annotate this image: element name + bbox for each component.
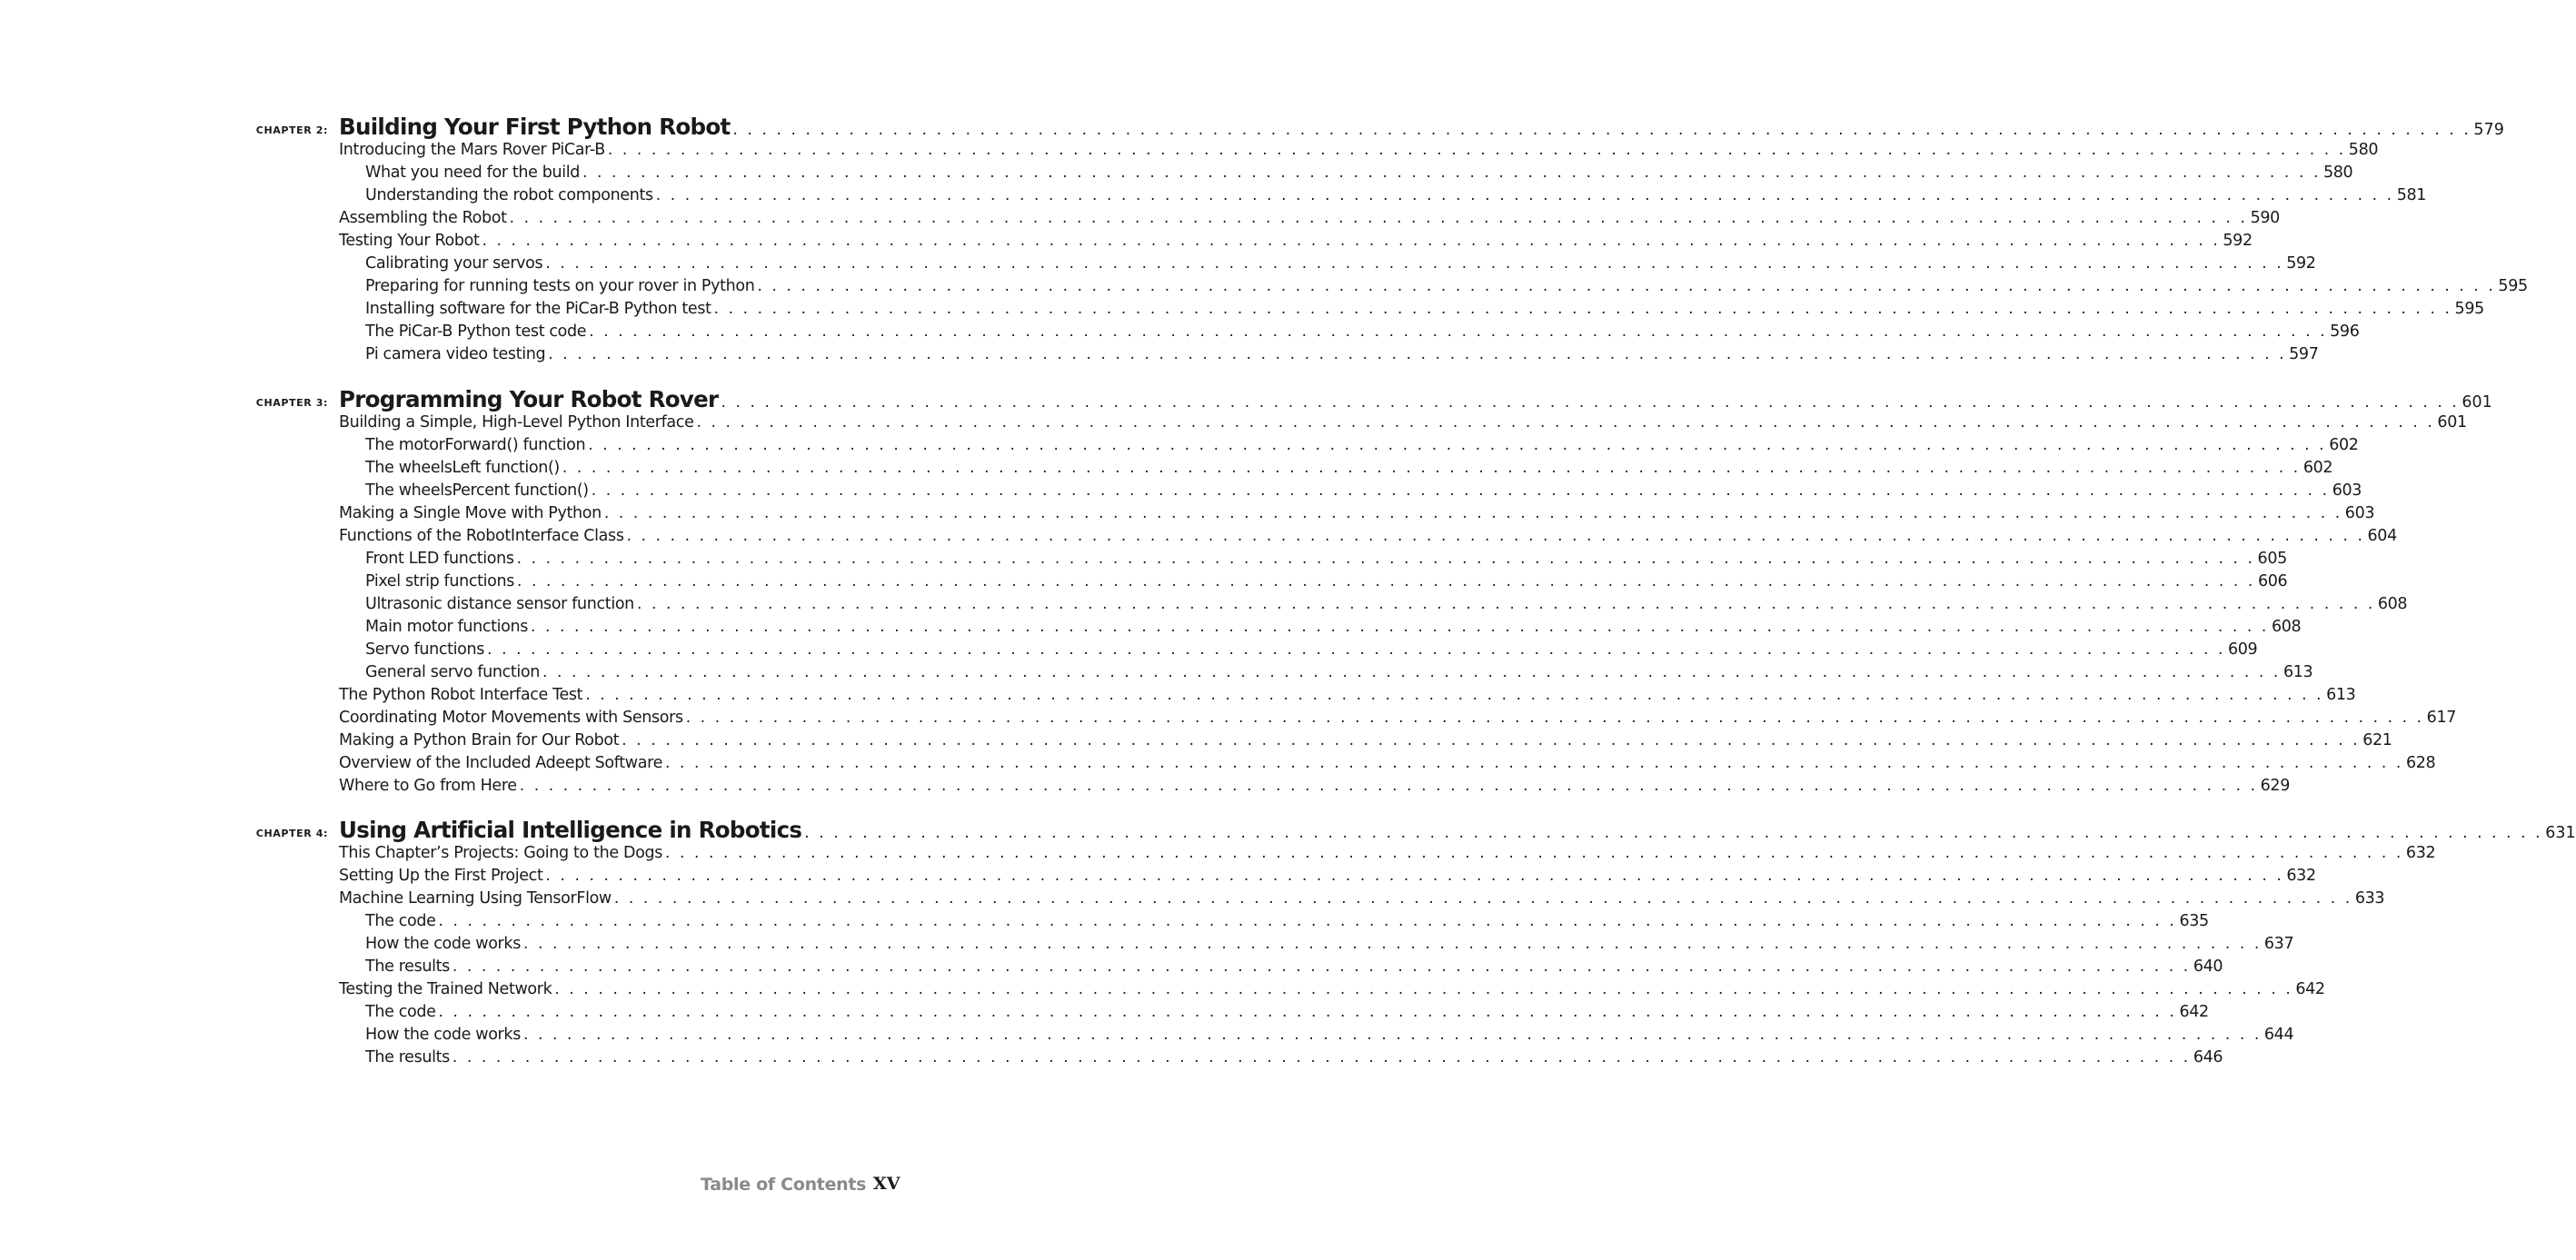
toc-section-entry[interactable] xyxy=(339,209,2280,232)
entry-title: Making a Python Brain for Our Robot xyxy=(339,731,620,749)
dot-leader: . . . . . . . . . . . . . . . . . . . . . . . . . . . . . . . . . . . . . . . . . . . . . . . . . . . . . . . . . . . . . . . . . . . . . . . . . . . . . . . . . . . . . . . . . . . . . . . . . . . . . . . . . . . . . . . . . . . . . . . . xyxy=(613,889,2352,908)
toc-subsection-entry[interactable] xyxy=(365,277,2528,300)
toc-subsection-entry[interactable] xyxy=(365,481,2362,504)
toc-section-entry[interactable] xyxy=(339,413,2467,436)
chapter-title: Programming Your Robot Rover xyxy=(339,386,719,412)
entry-title: The results xyxy=(365,957,450,976)
entry-title: The PiCar-B Python test code xyxy=(365,322,587,341)
entry-title: The wheelsPercent function() xyxy=(365,481,589,500)
chapter-title-line xyxy=(339,114,2504,140)
dot-leader: . . . . . . . . . . . . . . . . . . . . . . . . . . . . . . . . . . . . . . . . . . . . . . . . . . . . . . . . . . . . . . . . . . . . . . . . . . . . . . . . . . . . . . . . . . . . . . . . . . . . . . . . . . . . . . . . . . . . . . . . xyxy=(603,504,2342,522)
toc-section-entry[interactable] xyxy=(339,731,2392,754)
entry-title: Preparing for running tests on your rover in Python xyxy=(365,277,755,295)
dot-leader: . . . . . . . . . . . . . . . . . . . . . . . . . . . . . . . . . . . . . . . . . . . . . . . . . . . . . . . . . . . . . . . . . . . . . . . . . . . . . . . . . . . . . . . . . . . . . . . . . . . . . . . . . . . . . . . . . . . . . . . . xyxy=(482,232,2221,250)
entry-title: Building a Simple, High-Level Python Interface xyxy=(339,413,694,432)
entry-page-number: 603 xyxy=(2344,504,2375,522)
dot-leader: . . . . . . . . . . . . . . . . . . . . . . . . . . . . . . . . . . . . . . . . . . . . . . . . . . . . . . . . . . . . . . . . . . . . . . . . . . . . . . . . . . . . . . . . . . . . . . . . . . . . . . . . . . . . . . . . . . . . . . . . xyxy=(487,640,2225,659)
entry-page-number: 595 xyxy=(2498,277,2528,295)
dot-leader: . . . . . . . . . . . . . . . . . . . . . . . . . . . . . . . . . . . . . . . . . . . . . . . . . . . . . . . . . . . . . . . . . . . . . . . . . . . . . . . . . . . . . . . . . . . . . . . . . . . . . . . . . . . . . . . . . . . . . . . . xyxy=(588,436,2327,454)
entry-page-number: 608 xyxy=(2377,595,2408,613)
toc-section-entry[interactable] xyxy=(339,867,2316,889)
toc-section-entry[interactable] xyxy=(339,709,2457,731)
toc-subsection-entry[interactable] xyxy=(365,300,2484,322)
dot-leader: . . . . . . . . . . . . . . . . . . . . . . . . . . . . . . . . . . . . . . . . . . . . . . . . . . . . . . . . . . . . . . . . . . . . . . . . . . . . . . . . . . . . . . . . . . . . . . . . . . . . . . . . . . . . . . . . . . . . . . . . xyxy=(519,777,2258,795)
entry-title: Machine Learning Using TensorFlow xyxy=(339,889,612,908)
toc-subsection-entry[interactable] xyxy=(365,254,2316,277)
toc-subsection-entry[interactable] xyxy=(365,572,2288,595)
entry-title: The Python Robot Interface Test xyxy=(339,686,583,704)
toc-section-entry[interactable] xyxy=(339,527,2397,550)
chapter-label: CHAPTER 2: xyxy=(255,124,328,136)
entry-page-number: 602 xyxy=(2302,459,2333,477)
entry-page-number: 633 xyxy=(2354,889,2385,908)
dot-leader: . . . . . . . . . . . . . . . . . . . . . . . . . . . . . . . . . . . . . . . . . . . . . . . . . . . . . . . . . . . . . . . . . . . . . . . . . . . . . . . . . . . . . . . . . . . . . . . . . . . . . . . . . . . . . . . . . . . . . . . . xyxy=(516,550,2255,568)
entry-page-number: 580 xyxy=(2348,141,2379,159)
entry-title: Functions of the RobotInterface Class xyxy=(339,527,624,545)
dot-leader: . . . . . . . . . . . . . . . . . . . . . . . . . . . . . . . . . . . . . . . . . . . . . . . . . . . . . . . . . . . . . . . . . . . . . . . . . . . . . . . . . . . . . . . . . . . . . . . . . . . . . . . . . . . . . . . . . . . . . . . . xyxy=(665,844,2403,862)
toc-section-entry[interactable] xyxy=(339,504,2375,527)
chapter-heading[interactable] xyxy=(0,812,2576,843)
toc-subsection-entry[interactable] xyxy=(365,436,2359,459)
entry-title: The motorForward() function xyxy=(365,436,586,454)
chapter-heading[interactable] xyxy=(0,382,2492,412)
chapter-heading[interactable] xyxy=(0,109,2504,140)
entry-page-number: 608 xyxy=(2271,618,2302,636)
dot-leader: . . . . . . . . . . . . . . . . . . . . . . . . . . . . . . . . . . . . . . . . . . . . . . . . . . . . . . . . . . . . . . . . . . . . . . . . . . . . . . . . . . . . . . . . . . . . . . . . . . . . . . . . . . . . . . . . . . . . . . . . xyxy=(522,1026,2262,1044)
toc-subsection-entry[interactable] xyxy=(365,935,2294,957)
entry-page-number: 606 xyxy=(2257,572,2288,590)
entry-title: How the code works xyxy=(365,935,521,953)
toc-section-entry[interactable] xyxy=(339,232,2253,254)
toc-section-entry[interactable] xyxy=(339,889,2385,912)
entry-title: Introducing the Mars Rover PiCar-B xyxy=(339,141,605,159)
toc-section-entry[interactable] xyxy=(339,777,2290,799)
entry-title: Overview of the Included Adeept Software xyxy=(339,754,663,772)
dot-leader: . . . . . . . . . . . . . . . . . . . . . . . . . . . . . . . . . . . . . . . . . . . . . . . . . . . . . . . . . . . . . . . . . . . . . . . . . . . . . . . . . . . . . . . . . . . . . . . . . . . . . . . . . . . . . . . . . . . . . . . . xyxy=(589,322,2328,341)
dot-leader: . . . . . . . . . . . . . . . . . . . . . . . . . . . . . . . . . . . . . . . . . . . . . . . . . . . . . . . . . . . . . . . . . . . . . . . . . . . . . . . . . . . . . . . . . . . . . . . . . . . . . . . . . . . . . . . . . . . . . . . . xyxy=(517,572,2255,590)
entry-title: The wheelsLeft function() xyxy=(365,459,560,477)
dot-leader: . . . . . . . . . . . . . . . . . . . . . . . . . . . . . . . . . . . . . . . . . . . . . . . . . . . . . . . . . . . . . . . . . . . . . . . . . . . . . . . . . . . . . . . . . . . . . . . . . . . . . . . . . . . . . . . . . . . . . . . . xyxy=(655,186,2394,204)
entry-page-number: 640 xyxy=(2193,957,2223,976)
dot-leader: . . . . . . . . . . . . . . . . . . . . . . . . . . . . . . . . . . . . . . . . . . . . . . . . . . . . . . . . . . . . . . . . . . . . . . . . . . . . . . . . . . . . . . . . . . . . . . . . . . . . . . . . . . . . . . . . . . . . . . . . xyxy=(622,731,2361,749)
entry-page-number: 597 xyxy=(2289,345,2319,363)
entry-page-number: 602 xyxy=(2329,436,2359,454)
entry-title: This Chapter’s Projects: Going to the Dogs xyxy=(339,844,662,862)
dot-leader: . . . . . . . . . . . . . . . . . . . . . . . . . . . . . . . . . . . . . . . . . . . . . . . . . . . . . . . . . . . . . . . . . . . . . . . . . . . . . . . . . . . . . . . . . . . . . . . . . . . . . . . . . . . . . . . . . . . . . . . . xyxy=(548,345,2287,363)
chapter-title: Building Your First Python Robot xyxy=(339,114,731,140)
entry-page-number: 644 xyxy=(2263,1026,2294,1044)
dot-leader: . . . . . . . . . . . . . . . . . . . . . . . . . . . . . . . . . . . . . . . . . . . . . . . . . . . . . . . . . . . . . . . . . . . . . . . . . . . . . . . . . . . . . . . . . . . . . . . . . . . . . . . . . . . . . . . . . . . . . . . . xyxy=(591,481,2330,500)
entry-page-number: 590 xyxy=(2250,209,2280,227)
entry-page-number: 592 xyxy=(2286,254,2316,273)
toc-subsection-entry[interactable] xyxy=(365,957,2223,980)
toc-subsection-entry[interactable] xyxy=(365,550,2287,572)
entry-page-number: 635 xyxy=(2179,912,2209,930)
entry-page-number: 629 xyxy=(2260,777,2290,795)
chapter-title-line xyxy=(339,817,2576,843)
dot-leader: . . . . . . . . . . . . . . . . . . . . . . . . . . . . . . . . . . . . . . . . . . . . . . . . . . . . . . . . . . . . . . . . . . . . . . . . . . . . . . . . . . . . . . . . . . . . . . . . . . . . . . . . . . . . . . . . . . . . . . . . xyxy=(685,709,2424,727)
toc-section-entry[interactable] xyxy=(339,754,2436,777)
entry-page-number: 613 xyxy=(2326,686,2356,704)
toc-subsection-entry[interactable] xyxy=(365,663,2313,686)
dot-leader: . . . . . . . . . . . . . . . . . . . . . . . . . . . . . . . . . . . . . . . . . . . . . . . . . . . . . . . . . . . . . . . . . . . . . . . . . . . . . . . . . . . . . . . . . . . . . . . . . . . . . . . . . . . . . . . . . . . . . . . . xyxy=(757,277,2496,295)
chapter-page-number: 579 xyxy=(2473,121,2504,139)
entry-title: Setting Up the First Project xyxy=(339,867,543,885)
dot-leader: . . . . . . . . . . . . . . . . . . . . . . . . . . . . . . . . . . . . . . . . . . . . . . . . . . . . . . . . . . . . . . . . . . . . . . . . . . . . . . . . . . . . . . . . . . . . . . . . . . . . . . . . . . . . . . . . . . . . . . . . xyxy=(585,686,2324,704)
chapter-title: Using Artificial Intelligence in Robotics xyxy=(339,817,802,843)
dot-leader: . . . . . . . . . . . . . . . . . . . . . . . . . . . . . . . . . . . . . . . . . . . . . . . . . . . . . . . . . . . . . . . . . . . . . . . . . . . . . . . . . . . . . . . . . . . . . . . . . . . . . . . . . . . . . . . . . . . . . . . . xyxy=(452,957,2191,976)
dot-leader: . . . . . . . . . . . . . . . . . . . . . . . . . . . . . . . . . . . . . . . . . . . . . . . . . . . . . . . . . . . . . . . . . . . . . . . . . . . . . . . . . . . . . . . . . . . . . . . . . . . . . . . . . . . . . . . . . . . . . . . . xyxy=(696,413,2435,432)
chapter-page-number: 601 xyxy=(2462,393,2492,412)
entry-page-number: 605 xyxy=(2257,550,2287,568)
toc-subsection-entry[interactable] xyxy=(365,1026,2294,1048)
dot-leader: . . . . . . . . . . . . . . . . . . . . . . . . . . . . . . . . . . . . . . . . . . . . . . . . . . . . . . . . . . . . . . . . . . . . . . . . . . . . . . . . . . . . . . . . . . . . . . . . . . . . . . . . . . . . . . . . . . . . . . . . xyxy=(665,754,2403,772)
dot-leader: . . . . . . . . . . . . . . . . . . . . . . . . . . . . . . . . . . . . . . . . . . . . . . . . . . . . . . . . . . . . . . . . . . . . . . . . . . . . . . . . . . . . . . . . . . . . . . . . . . . . . . . . . . . . . . . . . . . . . . . . xyxy=(438,1003,2177,1021)
toc-subsection-entry[interactable] xyxy=(365,322,2360,345)
entry-page-number: 580 xyxy=(2322,164,2353,182)
entry-page-number: 595 xyxy=(2454,300,2484,318)
toc-subsection-entry[interactable] xyxy=(365,912,2209,935)
entry-page-number: 621 xyxy=(2362,731,2392,749)
toc-section-entry[interactable] xyxy=(339,844,2436,867)
toc-subsection-entry[interactable] xyxy=(365,459,2333,481)
entry-title: Testing the Trained Network xyxy=(339,980,552,998)
entry-title: Coordinating Motor Movements with Sensors xyxy=(339,709,683,727)
dot-leader: . . . . . . . . . . . . . . . . . . . . . . . . . . . . . . . . . . . . . . . . . . . . . . . . . . . . . . . . . . . . . . . . . . . . . . . . . . . . . . . . . . . . . . . . . . . . . . . . . . . . . . . . . . . . . . . . . . . . . . . . xyxy=(804,824,2543,842)
entry-title: Installing software for the PiCar-B Python test xyxy=(365,300,711,318)
entry-page-number: 603 xyxy=(2332,481,2362,500)
toc-subsection-entry[interactable] xyxy=(365,1048,2223,1071)
toc-section-entry[interactable] xyxy=(339,141,2379,164)
entry-title: General servo function xyxy=(365,663,541,681)
toc-subsection-entry[interactable] xyxy=(365,186,2427,209)
entry-page-number: 628 xyxy=(2405,754,2436,772)
dot-leader: . . . . . . . . . . . . . . . . . . . . . . . . . . . . . . . . . . . . . . . . . . . . . . . . . . . . . . . . . . . . . . . . . . . . . . . . . . . . . . . . . . . . . . . . . . . . . . . . . . . . . . . . . . . . . . . . . . . . . . . . xyxy=(509,209,2248,227)
toc-subsection-entry[interactable] xyxy=(365,640,2258,663)
chapter-page-number: 631 xyxy=(2545,824,2576,842)
entry-page-number: 613 xyxy=(2283,663,2313,681)
entry-page-number: 592 xyxy=(2223,232,2253,250)
entry-title: The code xyxy=(365,1003,436,1021)
entry-page-number: 637 xyxy=(2263,935,2294,953)
entry-page-number: 642 xyxy=(2295,980,2325,998)
dot-leader: . . . . . . . . . . . . . . . . . . . . . . . . . . . . . . . . . . . . . . . . . . . . . . . . . . . . . . . . . . . . . . . . . . . . . . . . . . . . . . . . . . . . . . . . . . . . . . . . . . . . . . . . . . . . . . . . . . . . . . . . xyxy=(545,867,2284,885)
entry-page-number: 609 xyxy=(2227,640,2258,659)
entry-title: Calibrating your servos xyxy=(365,254,543,273)
toc-section-entry[interactable] xyxy=(339,980,2325,1003)
chapter-title-line xyxy=(339,386,2492,412)
entry-page-number: 646 xyxy=(2193,1048,2223,1067)
dot-leader: . . . . . . . . . . . . . . . . . . . . . . . . . . . . . . . . . . . . . . . . . . . . . . . . . . . . . . . . . . . . . . . . . . . . . . . . . . . . . . . . . . . . . . . . . . . . . . . . . . . . . . . . . . . . . . . . . . . . . . . . xyxy=(554,980,2293,998)
footer-section-label: Table of Contents xyxy=(701,1175,867,1195)
entry-title: The code xyxy=(365,912,436,930)
entry-title: Ultrasonic distance sensor function xyxy=(365,595,634,613)
dot-leader: . . . . . . . . . . . . . . . . . . . . . . . . . . . . . . . . . . . . . . . . . . . . . . . . . . . . . . . . . . . . . . . . . . . . . . . . . . . . . . . . . . . . . . . . . . . . . . . . . . . . . . . . . . . . . . . . . . . . . . . . xyxy=(531,618,2269,636)
entry-page-number: 581 xyxy=(2396,186,2427,204)
entry-page-number: 596 xyxy=(2330,322,2360,341)
entry-title: Assembling the Robot xyxy=(339,209,507,227)
dot-leader: . . . . . . . . . . . . . . . . . . . . . . . . . . . . . . . . . . . . . . . . . . . . . . . . . . . . . . . . . . . . . . . . . . . . . . . . . . . . . . . . . . . . . . . . . . . . . . . . . . . . . . . . . . . . . . . . . . . . . . . . xyxy=(452,1048,2191,1067)
dot-leader: . . . . . . . . . . . . . . . . . . . . . . . . . . . . . . . . . . . . . . . . . . . . . . . . . . . . . . . . . . . . . . . . . . . . . . . . . . . . . . . . . . . . . . . . . . . . . . . . . . . . . . . . . . . . . . . . . . . . . . . . xyxy=(542,663,2281,681)
entry-title: Testing Your Robot xyxy=(339,232,480,250)
chapter-label: CHAPTER 4: xyxy=(255,828,328,839)
entry-title: What you need for the build xyxy=(365,164,581,182)
dot-leader: . . . . . . . . . . . . . . . . . . . . . . . . . . . . . . . . . . . . . . . . . . . . . . . . . . . . . . . . . . . . . . . . . . . . . . . . . . . . . . . . . . . . . . . . . . . . . . . . . . . . . . . . . . . . . . . . . . . . . . . . xyxy=(732,121,2472,139)
toc-subsection-entry[interactable] xyxy=(365,164,2353,186)
toc-subsection-entry[interactable] xyxy=(365,1003,2209,1026)
entry-page-number: 642 xyxy=(2179,1003,2209,1021)
entry-title: Main motor functions xyxy=(365,618,529,636)
dot-leader: . . . . . . . . . . . . . . . . . . . . . . . . . . . . . . . . . . . . . . . . . . . . . . . . . . . . . . . . . . . . . . . . . . . . . . . . . . . . . . . . . . . . . . . . . . . . . . . . . . . . . . . . . . . . . . . . . . . . . . . . xyxy=(721,393,2460,412)
entry-title: How the code works xyxy=(365,1026,521,1044)
toc-subsection-entry[interactable] xyxy=(365,595,2408,618)
entry-page-number: 601 xyxy=(2437,413,2467,432)
entry-title: Pixel strip functions xyxy=(365,572,515,590)
dot-leader: . . . . . . . . . . . . . . . . . . . . . . . . . . . . . . . . . . . . . . . . . . . . . . . . . . . . . . . . . . . . . . . . . . . . . . . . . . . . . . . . . . . . . . . . . . . . . . . . . . . . . . . . . . . . . . . . . . . . . . . . xyxy=(607,141,2346,159)
toc-subsection-entry[interactable] xyxy=(365,345,2319,368)
chapter-label: CHAPTER 3: xyxy=(255,397,328,409)
entry-title: Servo functions xyxy=(365,640,485,659)
dot-leader: . . . . . . . . . . . . . . . . . . . . . . . . . . . . . . . . . . . . . . . . . . . . . . . . . . . . . . . . . . . . . . . . . . . . . . . . . . . . . . . . . . . . . . . . . . . . . . . . . . . . . . . . . . . . . . . . . . . . . . . . xyxy=(522,935,2262,953)
entry-title: Making a Single Move with Python xyxy=(339,504,602,522)
dot-leader: . . . . . . . . . . . . . . . . . . . . . . . . . . . . . . . . . . . . . . . . . . . . . . . . . . . . . . . . . . . . . . . . . . . . . . . . . . . . . . . . . . . . . . . . . . . . . . . . . . . . . . . . . . . . . . . . . . . . . . . . xyxy=(582,164,2321,182)
toc-section-entry[interactable] xyxy=(339,686,2356,709)
entry-page-number: 604 xyxy=(2367,527,2397,545)
dot-leader: . . . . . . . . . . . . . . . . . . . . . . . . . . . . . . . . . . . . . . . . . . . . . . . . . . . . . . . . . . . . . . . . . . . . . . . . . . . . . . . . . . . . . . . . . . . . . . . . . . . . . . . . . . . . . . . . . . . . . . . . xyxy=(636,595,2375,613)
entry-page-number: 632 xyxy=(2405,844,2436,862)
dot-leader: . . . . . . . . . . . . . . . . . . . . . . . . . . . . . . . . . . . . . . . . . . . . . . . . . . . . . . . . . . . . . . . . . . . . . . . . . . . . . . . . . . . . . . . . . . . . . . . . . . . . . . . . . . . . . . . . . . . . . . . . xyxy=(438,912,2177,930)
entry-title: The results xyxy=(365,1048,450,1067)
dot-leader: . . . . . . . . . . . . . . . . . . . . . . . . . . . . . . . . . . . . . . . . . . . . . . . . . . . . . . . . . . . . . . . . . . . . . . . . . . . . . . . . . . . . . . . . . . . . . . . . . . . . . . . . . . . . . . . . . . . . . . . . xyxy=(545,254,2284,273)
entry-page-number: 617 xyxy=(2426,709,2457,727)
entry-title: Front LED functions xyxy=(365,550,514,568)
footer-page-number: XV xyxy=(873,1174,900,1194)
dot-leader: . . . . . . . . . . . . . . . . . . . . . . . . . . . . . . . . . . . . . . . . . . . . . . . . . . . . . . . . . . . . . . . . . . . . . . . . . . . . . . . . . . . . . . . . . . . . . . . . . . . . . . . . . . . . . . . . . . . . . . . . xyxy=(713,300,2452,318)
toc-subsection-entry[interactable] xyxy=(365,618,2302,640)
entry-page-number: 632 xyxy=(2286,867,2316,885)
dot-leader: . . . . . . . . . . . . . . . . . . . . . . . . . . . . . . . . . . . . . . . . . . . . . . . . . . . . . . . . . . . . . . . . . . . . . . . . . . . . . . . . . . . . . . . . . . . . . . . . . . . . . . . . . . . . . . . . . . . . . . . . xyxy=(562,459,2301,477)
dot-leader: . . . . . . . . . . . . . . . . . . . . . . . . . . . . . . . . . . . . . . . . . . . . . . . . . . . . . . . . . . . . . . . . . . . . . . . . . . . . . . . . . . . . . . . . . . . . . . . . . . . . . . . . . . . . . . . . . . . . . . . . xyxy=(626,527,2365,545)
entry-title: Where to Go from Here xyxy=(339,777,517,795)
entry-title: Pi camera video testing xyxy=(365,345,546,363)
entry-title: Understanding the robot components xyxy=(365,186,653,204)
